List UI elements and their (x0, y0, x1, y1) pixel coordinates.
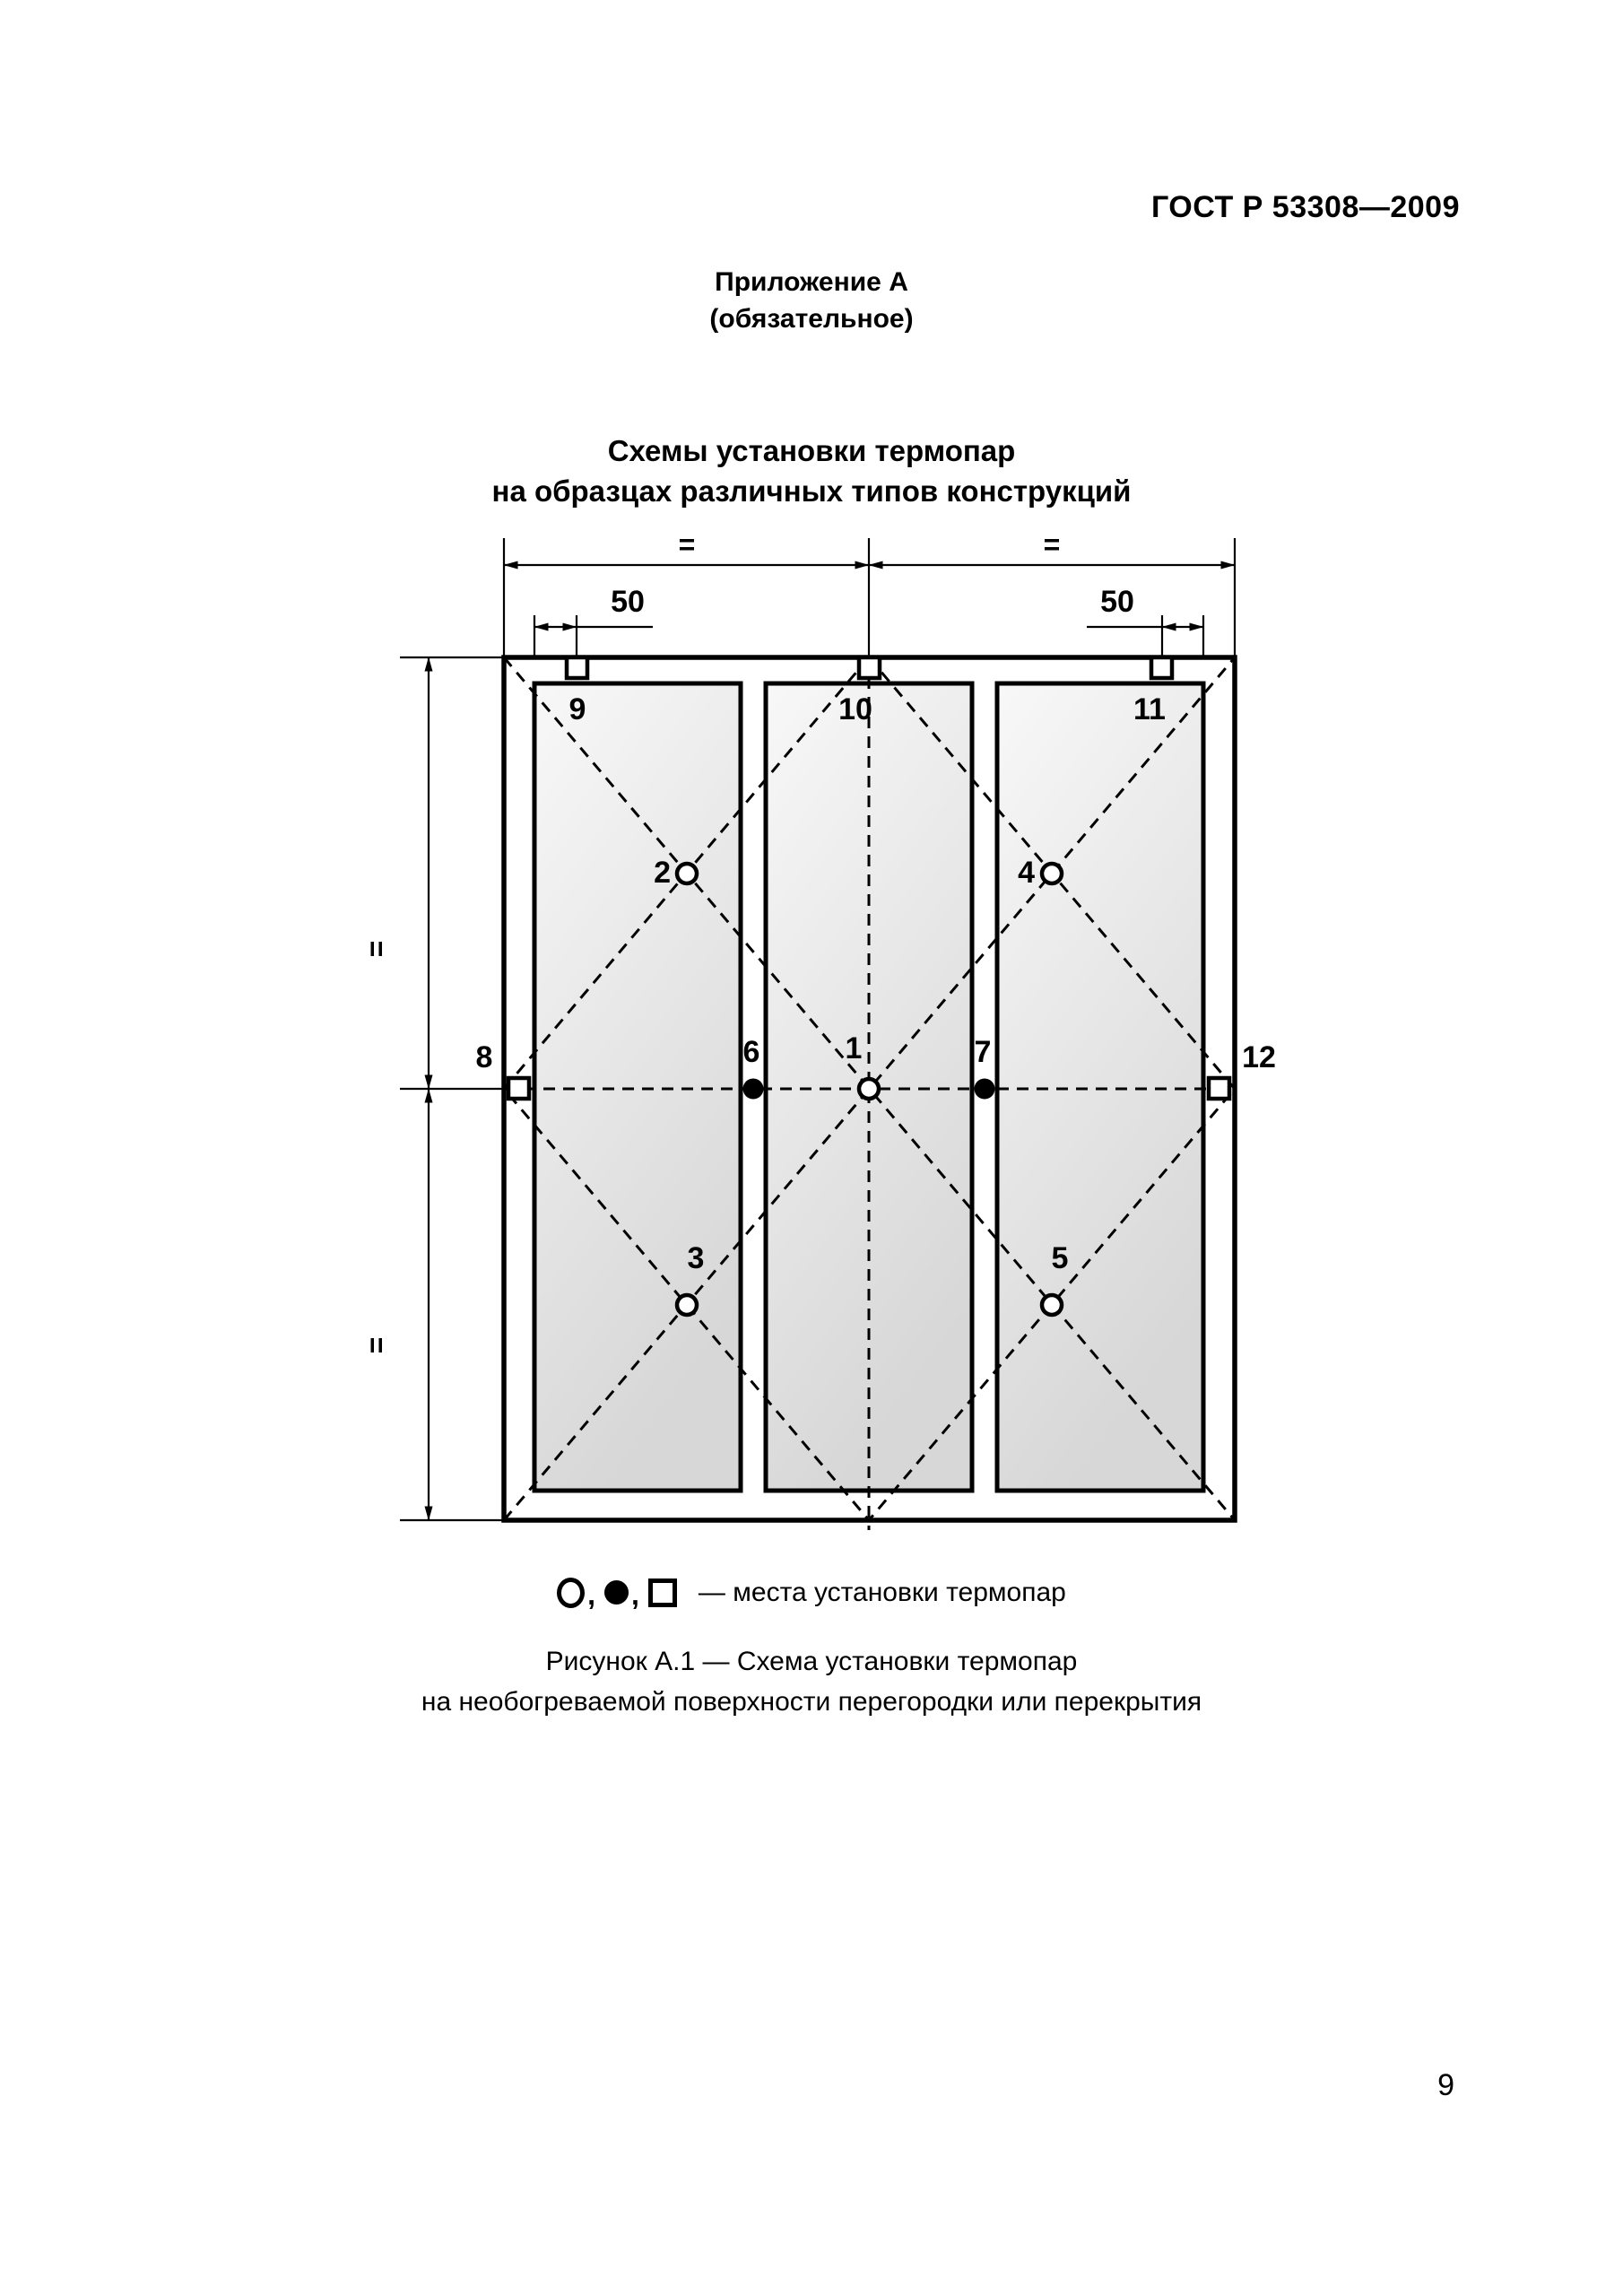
label-point-5: 5 (1051, 1241, 1069, 1275)
offset-50-label-left: 50 (611, 585, 645, 619)
filled-circle-icon (604, 1580, 629, 1605)
open-circle-icon (557, 1578, 585, 1608)
label-point-6: 6 (742, 1035, 760, 1069)
label-point-1: 1 (845, 1031, 863, 1065)
figure-caption-line1: Рисунок А.1 — Схема установки термопар (545, 1647, 1078, 1676)
offset-50-label-right: 50 (1100, 585, 1134, 619)
panel-left (534, 683, 741, 1491)
legend-description: — места установки термопар (698, 1577, 1066, 1607)
label-point-8: 8 (475, 1040, 493, 1074)
label-point-12: 12 (1242, 1040, 1276, 1074)
label-point-9: 9 (568, 692, 586, 726)
equal-label-side-top: = (360, 940, 393, 958)
standard-code: ГОСТ Р 53308—2009 (1150, 190, 1460, 224)
thermocouple-2-circle-marker (677, 864, 697, 883)
label-point-11: 11 (1133, 692, 1166, 726)
thermocouple-9-square-marker (567, 657, 587, 678)
thermocouple-12-square-marker (1209, 1078, 1229, 1099)
thermocouple-4-circle-marker (1042, 864, 1062, 883)
equal-label-side-bottom: = (360, 1336, 393, 1354)
thermocouple-8-square-marker (508, 1078, 529, 1099)
legend-separator: , (587, 1578, 596, 1611)
appendix-type: (обязательное) (709, 304, 914, 334)
thermocouple-5-circle-marker (1042, 1295, 1062, 1315)
page-number: 9 (1437, 2068, 1454, 2102)
equal-label-top-left: = (678, 528, 696, 561)
figure-title-line1: Схемы установки термопар (607, 434, 1016, 467)
figure-caption-line2: на необогреваемой поверхности перегородки или перекрытия (421, 1687, 1202, 1717)
panel-right (997, 683, 1203, 1491)
square-icon (648, 1578, 677, 1607)
thermocouple-3-circle-marker (677, 1295, 697, 1315)
thermocouple-1-circle-marker (859, 1079, 879, 1099)
thermocouple-7-dot-marker (975, 1079, 995, 1100)
legend-separator: , (631, 1578, 639, 1611)
thermocouple-6-dot-marker (743, 1079, 764, 1100)
equal-label-top-right: = (1043, 528, 1061, 561)
thermocouple-10-square-marker (859, 657, 880, 678)
thermocouple-11-square-marker (1151, 657, 1172, 678)
figure-caption-block (0, 1641, 1623, 1722)
label-point-7: 7 (974, 1035, 992, 1069)
appendix-heading: Приложение А (715, 267, 908, 297)
legend-row (0, 1573, 1623, 1612)
label-point-3: 3 (687, 1241, 705, 1275)
figure-title-line2: на образцах различных типов конструкций (491, 474, 1132, 508)
label-point-4: 4 (1018, 856, 1035, 890)
label-point-2: 2 (654, 856, 671, 890)
label-point-10: 10 (838, 692, 872, 726)
